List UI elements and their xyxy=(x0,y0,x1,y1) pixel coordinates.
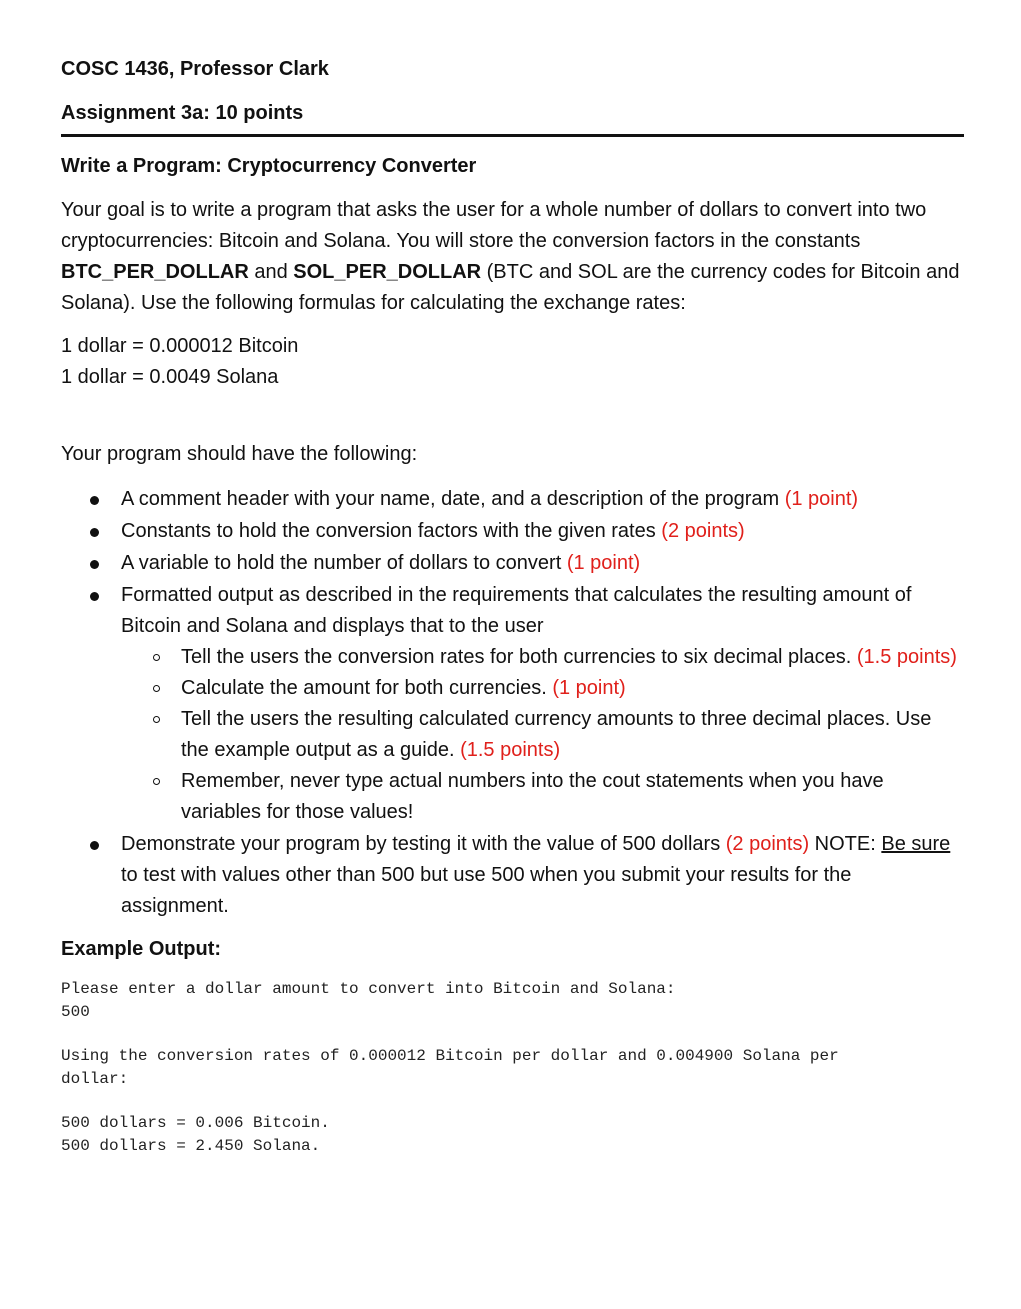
sub-bullet-text: Calculate the amount for both currencies. xyxy=(181,677,553,699)
points-label: (1 point) xyxy=(552,677,626,699)
section-title: Write a Program: Cryptocurrency Converter xyxy=(61,155,477,177)
sub-list-item xyxy=(121,673,964,704)
console-line: 500 xyxy=(61,1003,90,1021)
bullet-icon xyxy=(90,592,99,601)
constant-btc: BTC_PER_DOLLAR xyxy=(61,261,249,283)
circle-bullet-icon xyxy=(153,654,160,661)
example-output-title: Example Output: xyxy=(61,938,222,960)
sub-list-item xyxy=(121,766,964,828)
intro-text-2: and xyxy=(248,261,294,283)
document-page xyxy=(61,52,964,1158)
console-line: Using the conversion rates of 0.000012 Bitcoin per dollar and 0.004900 Solana per xyxy=(61,1047,839,1065)
sub-list-item xyxy=(121,704,964,766)
list-item xyxy=(61,548,964,579)
intro-text-3: (BTC and SOL are the currency codes for Bitcoin and Solana). Use the following formulas for calculating the exchange rates: xyxy=(61,261,960,314)
course-header: COSC 1436, Professor Clark xyxy=(61,58,329,80)
bullet-text: Formatted output as described in the requirements that calculates the resulting amount of Bitcoin and Solana and displays that to the user xyxy=(121,584,912,637)
list-item xyxy=(61,829,964,922)
points-label: (1.5 points) xyxy=(460,739,561,761)
list-item xyxy=(61,484,964,515)
bullet-tail-text: to test with values other than 500 but use 500 when you submit your results for the assignment. xyxy=(121,864,852,917)
console-line: 500 dollars = 2.450 Solana. xyxy=(61,1137,321,1155)
sub-bullet-text: Tell the users the conversion rates for both currencies to six decimal places. xyxy=(181,646,857,668)
console-line: 500 dollars = 0.006 Bitcoin. xyxy=(61,1114,330,1132)
formula-list xyxy=(61,331,964,393)
note-label: NOTE: xyxy=(809,833,882,855)
formula-bitcoin: 1 dollar = 0.000012 Bitcoin xyxy=(61,335,299,357)
sub-list xyxy=(121,642,964,828)
bullet-text: A variable to hold the number of dollars to convert xyxy=(121,552,567,574)
points-label: (2 points) xyxy=(725,833,810,855)
bullet-icon xyxy=(90,528,99,537)
list-item xyxy=(61,516,964,547)
sub-bullet-text: Remember, never type actual numbers into the cout statements when you have variables for those values! xyxy=(181,770,884,823)
bullet-icon xyxy=(90,841,99,850)
emphasis-be-sure: Be sure xyxy=(881,833,951,855)
points-label: (2 points) xyxy=(661,520,745,542)
points-label: (1.5 points) xyxy=(856,646,957,668)
example-output-block xyxy=(61,978,964,1158)
intro-paragraph xyxy=(61,195,964,319)
circle-bullet-icon xyxy=(153,778,160,785)
formula-solana: 1 dollar = 0.0049 Solana xyxy=(61,366,279,388)
circle-bullet-icon xyxy=(153,716,160,723)
points-label: (1 point) xyxy=(784,488,859,510)
constant-sol: SOL_PER_DOLLAR xyxy=(293,261,482,283)
points-label: (1 point) xyxy=(566,552,641,574)
assignment-header: Assignment 3a: 10 points xyxy=(61,96,964,137)
list-item xyxy=(61,580,964,828)
bullet-text: Demonstrate your program by testing it with the value of 500 dollars xyxy=(121,833,726,855)
console-line: Please enter a dollar amount to convert into Bitcoin and Solana: xyxy=(61,980,676,998)
circle-bullet-icon xyxy=(153,685,160,692)
requirements-title: Your program should have the following: xyxy=(61,443,418,465)
intro-text-1: Your goal is to write a program that asks the user for a whole number of dollars to convert into two cryptocurrencies: Bitcoin and Solana. You will store the conversion factors in the constants xyxy=(61,199,927,252)
console-line: dollar: xyxy=(61,1070,129,1088)
bullet-text: A comment header with your name, date, and a description of the program xyxy=(121,488,785,510)
bullet-text: Constants to hold the conversion factors with the given rates xyxy=(121,520,662,542)
bullet-icon xyxy=(90,496,99,505)
sub-bullet-text: Tell the users the resulting calculated currency amounts to three decimal places. Use the example output as a guide. xyxy=(181,708,932,761)
requirements-list xyxy=(61,484,964,922)
bullet-icon xyxy=(90,560,99,569)
sub-list-item xyxy=(121,642,964,673)
